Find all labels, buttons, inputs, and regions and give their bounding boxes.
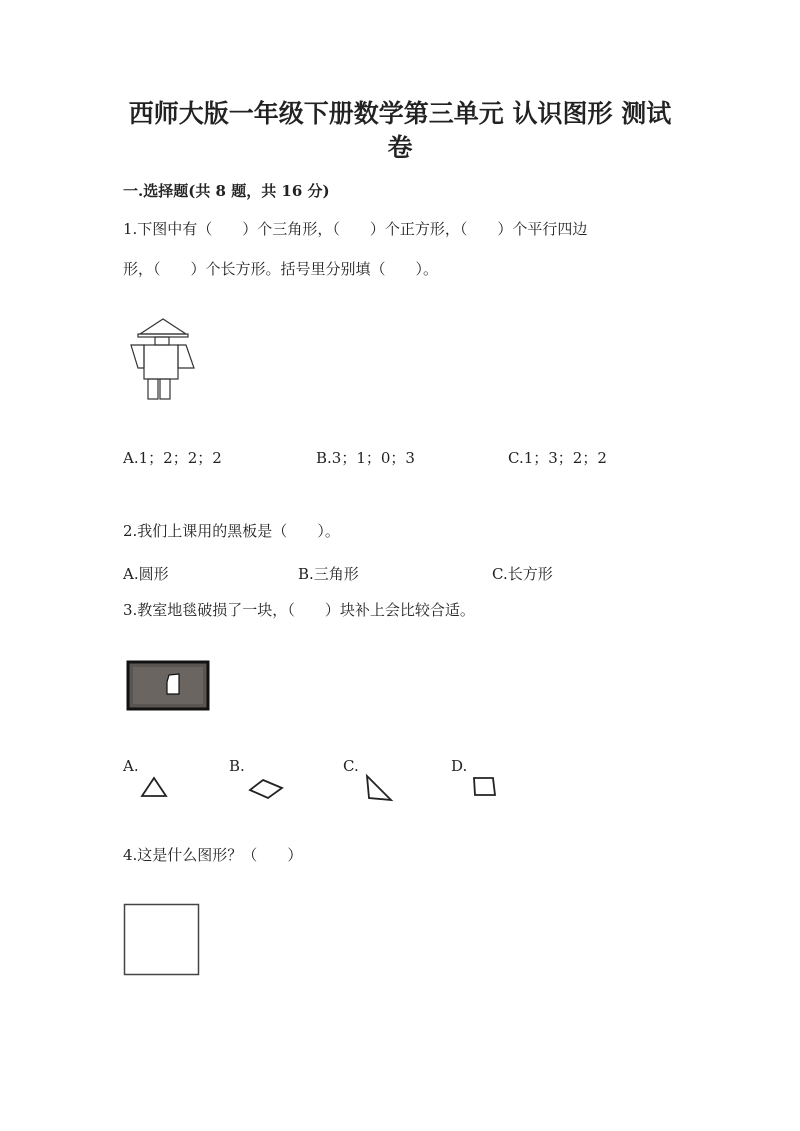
question-1-line2: 形，（ ）个长方形。括号里分别填（ ）。 (123, 260, 439, 278)
question-3-option-d[interactable]: D. (451, 757, 468, 775)
question-3-option-c[interactable]: C. (343, 757, 359, 775)
question-1-option-a[interactable]: A.1；2；2；2 (123, 449, 222, 467)
option-a-triangle-icon (140, 776, 168, 798)
robot-left-arm (131, 345, 144, 368)
robot-hat-triangle (140, 319, 186, 334)
question-3-option-b[interactable]: B. (229, 757, 245, 775)
page-title-line1: 西师大版一年级下册数学第三单元 认识图形 测试 (128, 99, 672, 128)
question-2-option-b[interactable]: B.三角形 (298, 565, 359, 583)
question-2-text: 2.我们上课用的黑板是（ ）。 (123, 522, 340, 540)
damaged-carpet-image (125, 660, 211, 712)
question-1-option-b[interactable]: B.3；1；0；3 (316, 449, 415, 467)
question-3-option-a[interactable]: A. (123, 757, 139, 775)
option-b-rhombus-icon (248, 778, 284, 800)
robot-head (155, 337, 169, 345)
question-3-text: 3.教室地毯破损了一块，（ ）块补上会比较合适。 (123, 601, 475, 619)
page-title-line2: 卷 (387, 133, 413, 162)
option-d-trapezoid-icon (470, 775, 498, 797)
carpet-hole (167, 674, 179, 694)
question-1-option-c[interactable]: C.1；3；2；2 (508, 449, 607, 467)
robot-body (144, 345, 178, 379)
question-2-option-a[interactable]: A.圆形 (123, 565, 169, 583)
robot-right-arm (178, 345, 194, 368)
question-4-text: 4.这是什么图形？（ ） (123, 846, 303, 864)
section-heading: 一.选择题(共 8 题，共 16 分) (123, 182, 330, 200)
question-1-line1: 1.下图中有（ ）个三角形，（ ）个正方形，（ ）个平行四边 (123, 220, 588, 238)
robot-right-leg (160, 379, 170, 399)
question-2-option-c[interactable]: C.长方形 (492, 565, 553, 583)
option-c-right-triangle-icon (363, 774, 393, 802)
robot-figure (128, 318, 198, 400)
square-figure (123, 903, 201, 977)
robot-left-leg (148, 379, 158, 399)
